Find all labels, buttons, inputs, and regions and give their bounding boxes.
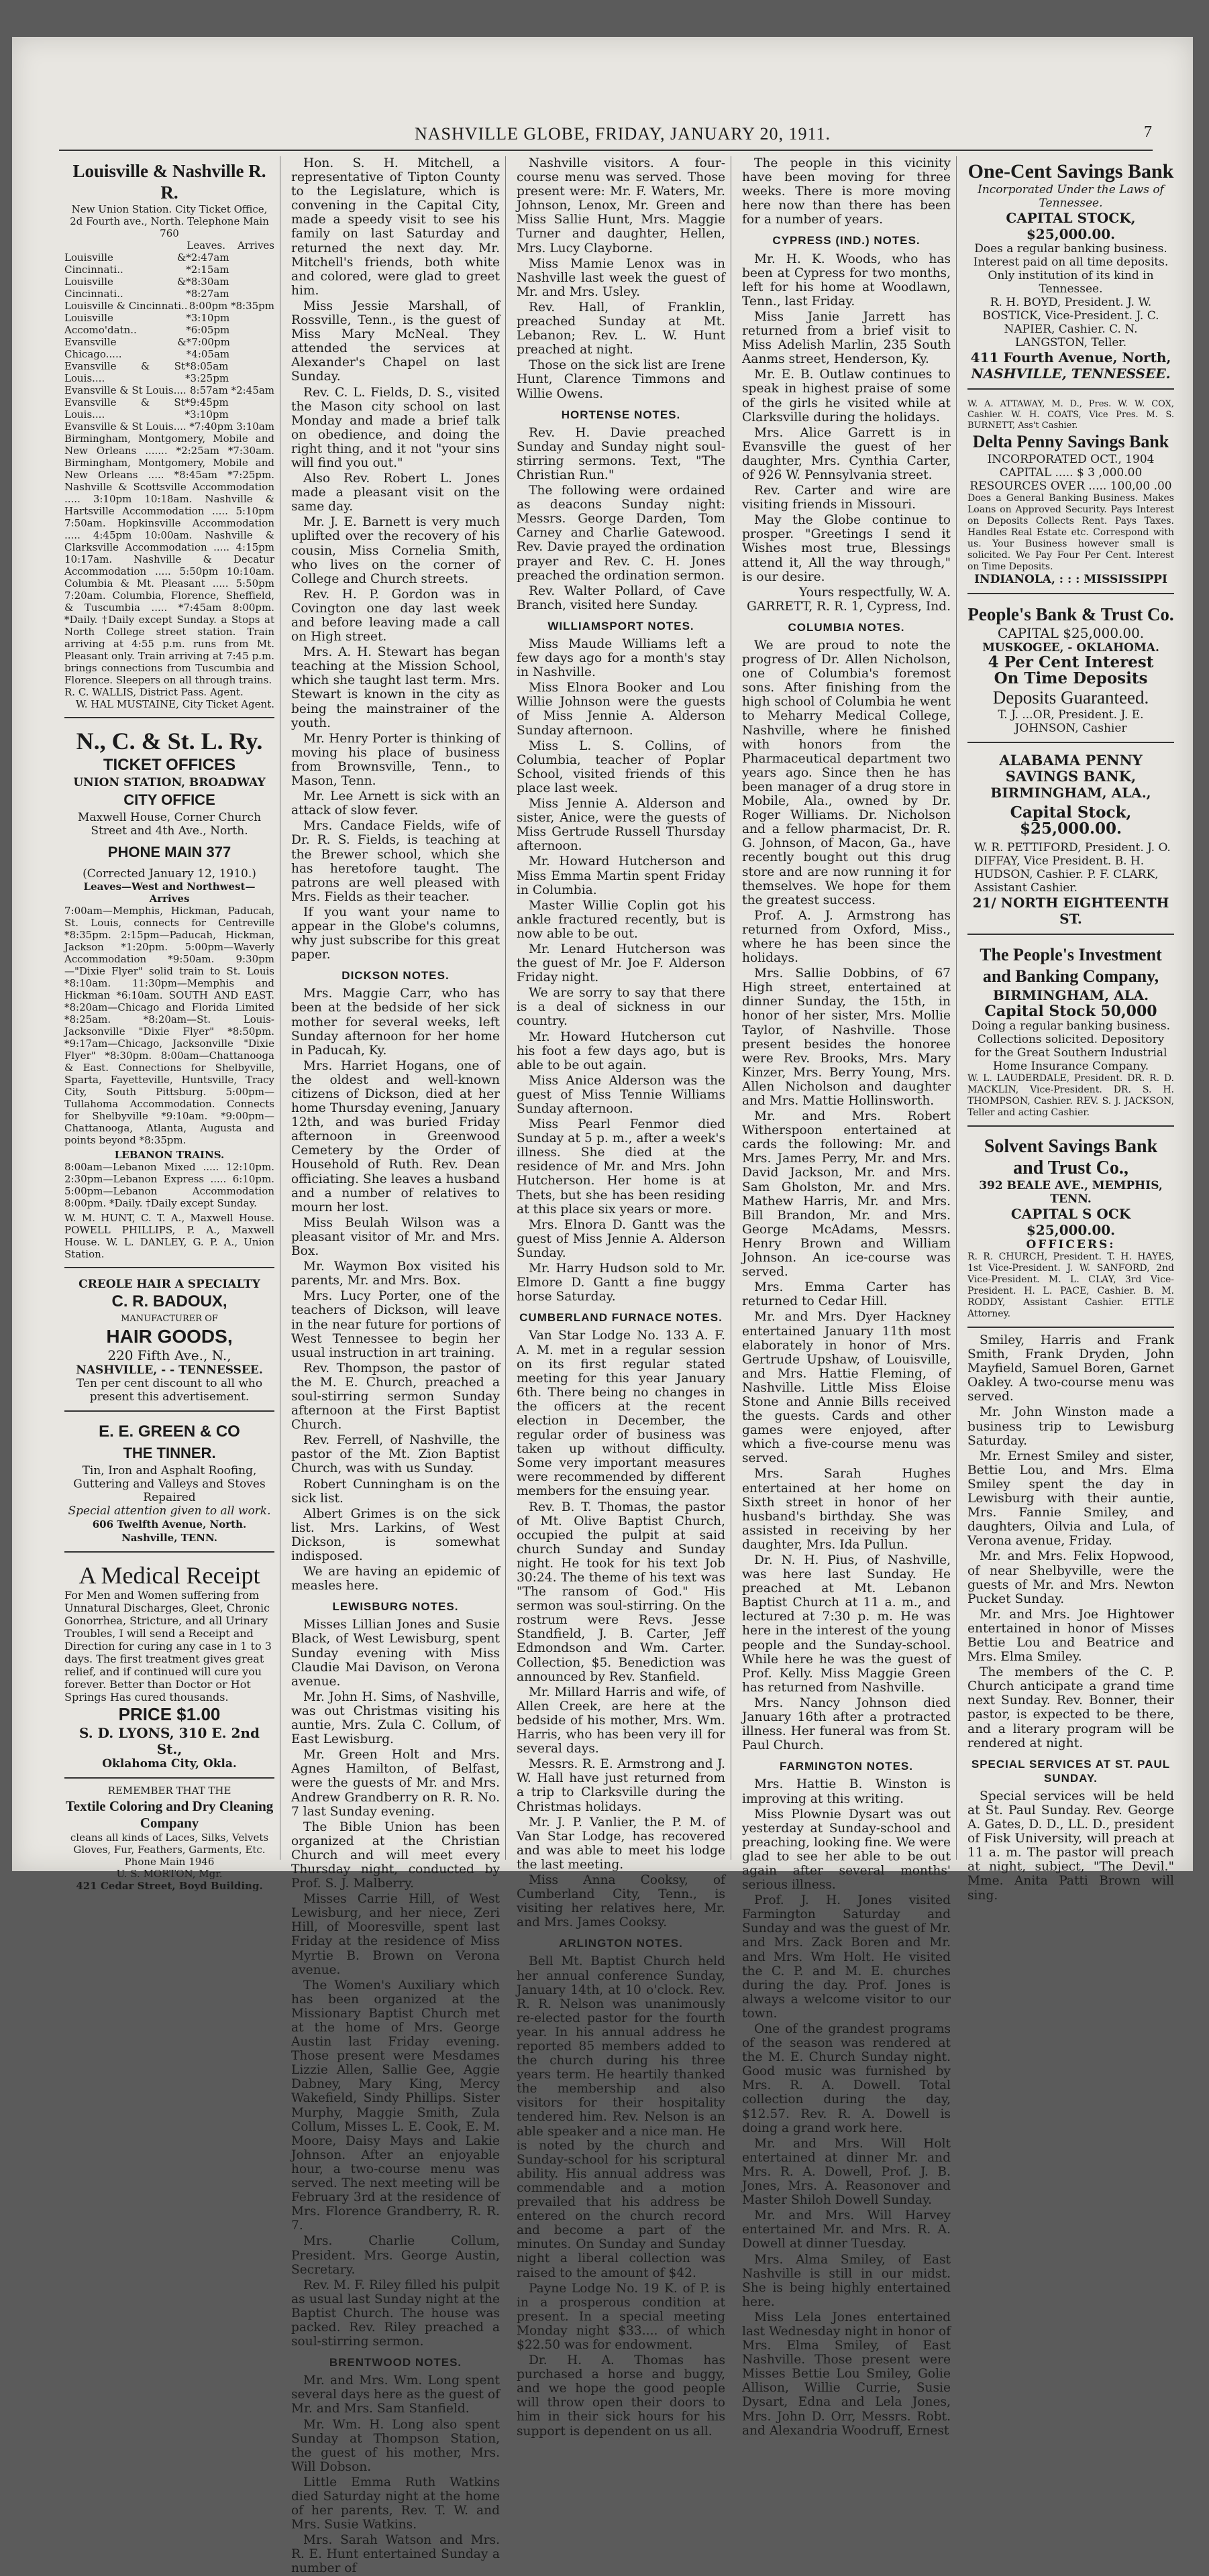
paragraph: Rev. M. F. Riley filled his pulpit as usual last Sunday night at the Baptist Church. The house was packed. Rev. Riley preached a soul-stirring sermon. xyxy=(291,2278,500,2349)
inv-line4: Doing a regular banking business. Collections solicited. Depository for the Great Southern Industrial Home Insurance Company. xyxy=(971,1019,1170,1073)
nc-agents: W. M. HUNT, C. T. A., Maxwell House. POWELL PHILLIPS, P. A., Maxwell House. W. L. DANLEY, G. P. A., Union Station. xyxy=(64,1212,274,1260)
arrives: *4:05am xyxy=(186,348,230,360)
paragraph: Dr. H. A. Thomas has purchased a horse and buggy, and we hope the good people will throw open their doors to him in their sick hours for his support is dependent on us all. xyxy=(517,2353,725,2439)
paragraph: Miss Jessie Marshall, of Rossville, Tenn., is the guest of Miss Mary McNeal. They attended the services at Alexander's Chapel on last Sunday. xyxy=(291,298,500,384)
paragraph: Rev. C. L. Fields, D. S., visited the Mason city school on last Monday and made a brief talk on obedience, and doing the right thing, and it not "your sins will find you out." xyxy=(291,385,500,470)
ln-railroad-ad xyxy=(64,156,274,718)
paragraph: Mr. Wm. H. Long also spent Sunday at Thompson Station, the guest of his mother, Mrs. Will Dobson. xyxy=(291,2417,500,2474)
ln-subtitle: New Union Station. City Ticket Office, 2d Fourth ave., North. Telephone Main 760 xyxy=(70,203,269,239)
section-heading: HORTENSE NOTES. xyxy=(561,408,681,421)
paragraph: Miss Plownie Dysart was out yesterday at Sunday-school and preaching, looking fine. We were glad to see her able to be out again after several months' serious illness. xyxy=(742,1807,951,1893)
peoples-line4: 4 Per Cent Interest xyxy=(988,653,1154,671)
paragraph: Mr. John H. Sims, of Nashville, was out Christmas visiting his auntie, Mrs. Zula C. Collum, of East Lewisburg. xyxy=(291,1689,500,1747)
creole-line5: 220 Fifth Ave., N., xyxy=(107,1347,231,1363)
nc-railway-ad xyxy=(64,724,274,1268)
paragraph: Smiley, Harris and Frank Smith, Frank Dryden, John Mayfield, Samuel Boren, Garnet Oakley. A two-course menu was served. xyxy=(967,1333,1174,1404)
paragraph: Mrs. Elnora D. Gantt was the guest of Miss Jennie A. Alderson Sunday. xyxy=(517,1217,725,1260)
paragraph: The Bible Union has been organized at the Christian Church and will meet every Thursday night, conducted by Prof. S. J. Malberry. xyxy=(291,1819,500,1891)
paragraph: Mrs. Sallie Dobbins, of 67 High street, entertained at dinner Sunday, the 15th, in honor of her sister, Mrs. Mollie Taylor, of Nashville. Those present besides the honoree were Rev. Brooks, Mrs. Mary Kinzer, Mrs. Berry Young, Mrs. Allen Nicholson and daughter and Mrs. Mattie Hollinsworth. xyxy=(742,966,951,1108)
paragraph: Mrs. Alice Garrett is in Evansville the guest of her daughter, Mrs. Cynthia Carter, of 926 W. Pennsylvania street. xyxy=(742,425,951,482)
paragraph: Mrs. Nancy Johnson died January 16th after a protracted illness. Her funeral was from St. Paul Church. xyxy=(742,1695,951,1753)
paragraph: We are proud to note the progress of Dr. Allen Nicholson, one of Columbia's foremost sons. After finishing from the high school of Columbia he went to Meharry Medical College, Nashville, where he finished with honors from the Pharmaceutical department two years ago. Since then he has been manager of a drug store in Mobile, Ala., owned by Dr. Roger Williams. Dr. Nicholson and a fellow pharmacist, Dr. R. G. Johnson, of Macon, Ga., have recently bought out this drug store and are now running it for themselves. We hope for them the greatest success. xyxy=(742,638,951,907)
paragraph: Mrs. Sarah Watson and Mrs. R. E. Hunt entertained Sunday a number of xyxy=(291,2533,500,2576)
tex-line6: 421 Cedar Street, Boyd Building. xyxy=(76,1880,263,1893)
paragraph: The members of the C. P. Church anticipate a grand time next Sunday. Rev. Bonner, their pastor, is expected to be there, and a literary program will be rendered at night. xyxy=(967,1665,1174,1750)
arrives: *8:35pm xyxy=(230,300,274,312)
paragraph: Mr. and Mrs. Joe Hightower entertained in honor of Misses Bettie Lou and Beatrice and Mrs. Elma Smiley. xyxy=(967,1607,1174,1665)
column-4 xyxy=(737,156,957,2438)
creole-line1: CREOLE HAIR A SPECIALTY xyxy=(78,1278,260,1291)
green-line4: Special attention given to all work. xyxy=(68,1504,271,1518)
route: Louisville & Cincinnati.. xyxy=(64,300,188,312)
solv-title: Solvent Savings Bank and Trust Co., xyxy=(984,1136,1158,1178)
route: Evansville & Chicago..... xyxy=(64,336,187,360)
paragraph: Mr. Ernest Smiley and sister, Bettie Lou, and Mrs. Elma Smiley spent the day in Lewisburg with their auntie, Mrs. Fannie Smiley, and daughters, Oilvia and Lula, of Verona avenue, Friday. xyxy=(967,1449,1174,1549)
paragraph: Miss L. S. Collins, of Columbia, teacher of Poplar School, visited friends of this place last week. xyxy=(517,738,725,795)
delta-line6: INDIANOLA, : : : MISSISSIPPI xyxy=(974,573,1167,586)
paragraph: Mr. Lenard Hutcherson was the guest of Mr. Joe F. Alderson Friday night. xyxy=(517,942,725,985)
tex-line1: REMEMBER THAT THE xyxy=(107,1785,231,1797)
inv-line2: BIRMINGHAM, ALA. xyxy=(992,987,1149,1003)
nc-title: N., C. & St. L. Ry. xyxy=(76,728,263,754)
alabama-bank-ad xyxy=(967,748,1174,935)
paragraph: Misses Carrie Hill, of West Lewisburg, and her niece, Zeri Hill, of Mooresville, spent last Friday at the residence of Miss Myrtie B. Brown on Verona avenue. xyxy=(291,1892,500,1977)
ln-agents-2 xyxy=(64,698,274,710)
creole-line7: Ten per cent discount to all who present this advertisement. xyxy=(76,1377,263,1404)
inv-line5: W. L. LAUDERDALE, President. DR. R. D. MACKLIN, Vice-President. DR. S. H. THOMPSON, Cashier. REV. S. J. JACKSON, Teller and acting Cashier. xyxy=(967,1073,1174,1118)
paragraph: Nashville visitors. A four-course menu was served. Those present were: Mr. F. Waters, Mr. Johnson, Lenox, Mr. Green and Miss Sallie Hunt, Mrs. Maggie Turner and daughter, Hellen, Mrs. Lucy Clayborne. xyxy=(517,156,725,256)
column-1 xyxy=(59,156,280,1893)
paragraph: Prof. A. J. Armstrong has returned from Oxford, Miss., where he has been since the holidays. xyxy=(742,908,951,966)
masthead-title: NASHVILLE GLOBE, FRIDAY, JANUARY 20, 1911. xyxy=(414,124,831,144)
table-row xyxy=(64,312,274,336)
paragraph: We are sorry to say that there is a deal of sickness in our country. xyxy=(517,986,725,1029)
delta-bank-ad xyxy=(967,395,1174,594)
inv-line3: Capital Stock 50,000 xyxy=(984,1003,1157,1020)
nc-lebanon: 8:00am—Lebanon Mixed ..... 12:10pm. 2:30pm—Lebanon Express ..... 6:10pm. 5:00pm—Lebanon Accommodation 8:00pm. *Daily. †Daily except Sunday. xyxy=(64,1161,274,1209)
paragraph: Mr. H. K. Woods, who has been at Cypress for two months, left for his home at Woodlawn, Tenn., last Friday. xyxy=(742,251,951,309)
paragraph: Mr. J. E. Barnett is very much uplifted over the recovery of his cousin, Miss Cornelia Smith, who lives on the corner of College and Church streets. xyxy=(291,515,500,586)
paragraph: Rev. B. T. Thomas, the pastor of Mt. Olive Baptist Church, occupied the pulpit at said church Sunday and Sunday night. He took for his text Job 30:24. The theme of his text was "The ransom of God." His sermon was soul-stirring. On the rostrum were Revs. Jesse Standfield, J. B. Carter, Jeff Edmondson and Wm. Carter. Collection, $5. Benediction was announced by Rev. Stanfield. xyxy=(517,1500,725,1684)
peoples-line6: Deposits Guaranteed. xyxy=(992,687,1149,708)
columns xyxy=(59,156,1179,2576)
tex-line2: Textile Coloring and Dry Cleaning Company xyxy=(65,1798,274,1832)
masthead xyxy=(93,121,1153,148)
paragraph: Robert Cunningham is on the sick list. xyxy=(291,1477,500,1506)
paragraph: Dr. N. H. Pius, of Nashville, was here last Sunday. He preached at Mt. Lebanon Baptist Church at 11 a. m., and lectured at 7:30 p. m. He was here in the interest of the young people and the Sunday-school. While here he was the guest of Prof. Kelly. Miss Maggie Green has returned from Nashville. xyxy=(742,1553,951,1695)
paragraph: Mr. Henry Porter is thinking of moving his place of business from Brownsville, Tenn., to Mason, Tenn. xyxy=(291,731,500,789)
paragraph: Prof. J. H. Jones visited Farmington Saturday and Sunday and was the guest of Mr. and Mrs. Zack Boren and Mr. and Mrs. Wm Holt. He visited the C. P. and M. E. churches during the day. Prof. Jones is always a welcome visitor to our town. xyxy=(742,1893,951,2021)
paragraph: Messrs. R. E. Armstrong and J. W. Hall have just returned from a trip to Clarksville during the Christmas holidays. xyxy=(517,1757,725,1814)
leaves: *2:47am xyxy=(186,251,229,264)
paragraph: Mr. and Mrs. Robert Witherspoon entertained at cards the following: Mr. and Mrs. James Perry, Mr. and Mrs. David Jackson, Mr. and Mrs. Sam Gholston, Mr. and Mrs. Mathew Harris, Mr. and Mrs. Bill Brandon, Mr. and Mrs. George McAdams, Messrs. Henry Brown and William Johnson. An ice-course was served. xyxy=(742,1109,951,1280)
ln-agent: R. C. WALLIS, District Pass. Agent. xyxy=(64,686,244,698)
paragraph: Mr. and Mrs. Wm. Long spent several days here as the guest of Mr. and Mrs. Sam Stanfield. xyxy=(291,2373,500,2416)
alabama-line4: W. R. PETTIFORD, President. J. O. DIFFAY, Vice President. B. H. HUDSON, Cashier. P. F. CLARK, Assistant Cashier. xyxy=(974,841,1171,895)
masthead-rule xyxy=(59,150,1153,151)
leaves: *7:00pm xyxy=(186,336,230,348)
solv-line3: CAPITAL S OCK $25,000.00. xyxy=(1010,1206,1131,1238)
paragraph: Mr. Howard Hutcherson cut his foot a few days ago, but is able to be out again. xyxy=(517,1029,725,1072)
ln-header xyxy=(64,239,274,251)
delta-line5: Does a General Banking Business. Makes Loans on Approved Security. Pays Interest on Deposits Collects Rent. Pays Taxes. Handles Real Estate etc. Correspond with us. Your Business however small is solicited. We Pay Four Per Cent. Interest on Time Deposits. xyxy=(967,493,1174,572)
ln-header-arrives: Arrives xyxy=(237,239,274,251)
column-5 xyxy=(962,156,1179,1903)
paragraph: Miss Elnora Booker and Lou Willie Johnson were the guests of Miss Jennie A. Alderson Sunday afternoon. xyxy=(517,681,725,738)
one-cent-line2: Incorporated Under the Laws of Tennessee. xyxy=(978,183,1164,210)
nc-phone: PHONE MAIN 377 xyxy=(107,844,231,860)
paragraph: Mr. Green Holt and Mrs. Agnes Hamilton, of Belfast, were the guests of Mr. and Mrs. Andrew Grandberry on R. R. No. 7 last Sunday evening. xyxy=(291,1748,500,1819)
paragraph: Rev. Carter and wire are visiting friends in Missouri. xyxy=(742,484,951,512)
route: Louisville & Cincinnati.. xyxy=(64,251,187,276)
alabama-line5: 21/ NORTH EIGHTEENTH ST. xyxy=(972,895,1169,927)
peoples-title: People's Bank & Trust Co. xyxy=(967,604,1174,624)
column-2 xyxy=(286,156,506,2576)
leaves: *7:40pm xyxy=(189,421,233,433)
paragraph: Mr. Millard Harris and wife, of Allen Creek, are here at the bedside of his mother, Mrs. Wm. Harris, who has been very ill for several days. xyxy=(517,1685,725,1756)
ln-agents xyxy=(64,686,274,698)
section-heading: CYPRESS (IND.) NOTES. xyxy=(772,234,921,247)
paragraph: Mr. Waymon Box visited his parents, Mr. and Mrs. Box. xyxy=(291,1259,500,1288)
paragraph: Mrs. A. H. Stewart has began teaching at the Mission School, which she taught last term. Mrs. Stewart is known in the city as being the mainstrainer of the youth. xyxy=(291,645,500,730)
paragraph: Mrs. Hattie B. Winston is improving at this writing. xyxy=(742,1777,951,1806)
paragraph: The Women's Auxiliary which has been organized at the Missionary Baptist Church met at the home of Mrs. George Austin last Friday evening. Those present were Mesdames Lizzie Allen, Sallie Gee, Aggie Dabney, Mary King, Mercy Wakefield, Sindy Phillips. Sister Murphy, Maggie Smith, Zula Collum, Misses L. E. Cook, E. M. Moore, Daisy Mays and Lakie Johnson. After an enjoyable hour, a two-course menu was served. The next meeting will be February 3rd at the residence of Mrs. Florence Grandberry, R. R. 7. xyxy=(291,1978,500,2233)
ln-table xyxy=(64,251,274,433)
medical-receipt-ad xyxy=(64,1558,274,1779)
table-row xyxy=(64,384,274,396)
paragraph: Also Rev. Robert L. Jones made a pleasant visit on the same day. xyxy=(291,471,500,514)
green-line1: E. E. GREEN & CO xyxy=(99,1422,240,1441)
peoples-line7: T. J. ...OR, President. J. E. JOHNSON, Cashier xyxy=(998,708,1144,735)
med-price: PRICE $1.00 xyxy=(118,1704,221,1724)
paragraph: Payne Lodge No. 19 K. of P. is in a prosperous condition at present. In a special meeting Monday night $33.... of which $22.50 was for endowment. xyxy=(517,2281,725,2352)
paragraph: Mrs. Maggie Carr, who has been at the bedside of her sick mother for several weeks, left Sunday afternoon for her home in Paducah, Ky. xyxy=(291,987,500,1058)
arrives: *2:45am xyxy=(231,384,274,396)
paragraph: Rev. Ferrell, of Nashville, the pastor of the Mt. Zion Baptist Church, was with us Sunday. xyxy=(291,1433,500,1476)
paragraph: Rev. H. Davie preached Sunday and Sunday night soul-stirring sermons. Text, "The Christian Run." xyxy=(517,425,725,482)
leaves: 8:00pm xyxy=(189,300,228,312)
table-row xyxy=(64,300,274,312)
peoples-line5: On Time Deposits xyxy=(994,669,1148,687)
paragraph: The following were ordained as deacons Sunday night: Messrs. George Darden, Tom Carney and Charlie Gatewood. Rev. Davie prayed the ordination prayer and Rev. C. H. Jones preached the ordination sermon. xyxy=(517,484,725,583)
creole-line4: HAIR GOODS, xyxy=(106,1326,233,1347)
investment-bank-ad xyxy=(967,940,1174,1127)
nc-corrected: (Corrected January 12, 1910.) xyxy=(83,867,256,881)
leaves: 8:57am xyxy=(190,384,228,396)
leaves: *8:05am xyxy=(185,360,229,372)
paragraph: Miss Mamie Lenox was in Nashville last week the guest of Mr. and Mrs. Usley. xyxy=(517,256,725,299)
med-title: A Medical Receipt xyxy=(78,1562,260,1589)
nc-city: CITY OFFICE xyxy=(123,791,215,808)
paragraph: Rev. Thompson, the pastor of the M. E. Church, preached a soul-stirring sermon Sunday afternoon at the First Baptist Church. xyxy=(291,1361,500,1433)
ln-title: Louisville & Nashville R. R. xyxy=(72,161,266,203)
paragraph: Mr. John Winston made a business trip to Lewisburg Saturday. xyxy=(967,1405,1174,1448)
newspaper-page xyxy=(12,37,1193,2576)
nc-header: Leaves—West and Northwest—Arrives xyxy=(83,881,256,905)
paragraph: Hon. S. H. Mitchell, a representative of Tipton County to the Legislature, which is convening in the Capital City, made a speedy visit to see his family on last Saturday and returned the next day. Mr. Mitchell's friends, both white and colored, were glad to greet him. xyxy=(291,156,500,298)
paragraph: Miss Maude Williams left a few days ago for a month's stay in Nashville. xyxy=(517,637,725,680)
delta-line3: CAPITAL ..... $ 3 ,000.00 xyxy=(999,466,1143,480)
paragraph: Mrs. Lucy Porter, one of the teachers of Dickson, will leave in the near future for portions of West Tennessee to begin her usual instruction in art training. xyxy=(291,1289,500,1360)
textile-ad xyxy=(64,1784,274,1892)
peoples-bank-ad xyxy=(967,600,1174,743)
route: Evansville & St Louis.... xyxy=(64,384,187,396)
solvent-bank-ad xyxy=(967,1132,1174,1328)
route: Evansville & St Louis.... xyxy=(64,421,187,433)
section-heading: SPECIAL SERVICES AT ST. PAUL SUNDAY. xyxy=(971,1757,1171,1785)
peoples-line2: CAPITAL $25,000.00. xyxy=(997,625,1145,641)
solv-line2: 392 BEALE AVE., MEMPHIS, TENN. xyxy=(979,1179,1163,1206)
alabama-line2: BIRMINGHAM, ALA., xyxy=(990,785,1151,801)
arrives: *8:27am xyxy=(186,288,229,300)
paragraph: Miss Anice Alderson was the guest of Miss Tennie Williams Sunday afternoon. xyxy=(517,1073,725,1116)
creole-line3: MANUFACTURER OF xyxy=(121,1314,218,1324)
one-cent-line6: 411 Fourth Avenue, North, xyxy=(970,349,1171,366)
one-cent-bank-ad xyxy=(967,156,1174,390)
paragraph: Mrs. Charlie Collum, President. Mrs. George Austin, Secretary. xyxy=(291,2234,500,2277)
one-cent-line3: CAPITAL STOCK, $25,000.00. xyxy=(1006,210,1136,242)
paragraph: Miss Anna Cooksy, of Cumberland City, Tenn., is visiting her relatives here, Mr. and Mrs. James Cooksy. xyxy=(517,1872,725,1930)
paragraph: Misses Lillian Jones and Susie Black, of West Lewisburg, spent Sunday evening with Miss Claudie Mai Davison, on Verona avenue. xyxy=(291,1618,500,1689)
paragraph: If you want your name to appear in the Globe's columns, why just subscribe for this great paper. xyxy=(291,905,500,962)
paragraph: Master Willie Coplin got his ankle fractured recently, but is now able to be out. xyxy=(517,898,725,941)
paragraph: Miss Lela Jones entertained last Wednesday night in honor of Mrs. Elma Smiley, of East Nashville. Those present were Misses Bettie Lou Smiley, Golie Allison, Willie Currie, Susie Dysart, Edna and Lela Jones, Mrs. John D. Orr, Messrs. Robt. and Alexandria Woodruff, Ernest xyxy=(742,2310,951,2438)
tex-line5: U. S. MORTON, Mgr. xyxy=(116,1868,223,1881)
paragraph: Mr. Harry Hudson sold to Mr. Elmore D. Gantt a fine buggy horse Saturday. xyxy=(517,1262,725,1304)
nc-union: UNION STATION, BROADWAY xyxy=(73,776,266,789)
route: Evansville & St Louis.... xyxy=(64,396,185,421)
med-body: For Men and Women suffering from Unnatural Discharges, Gleet, Chronic Gonorrhea, Stricture, and all Urinary Troubles, I will send a Receipt and Direction for curing any case in 1 to 3 days. The first treatment gives great relief, and if continued will cure you forever. Better than Doctor or Hot Springs Has cured thousands. xyxy=(64,1589,272,1703)
arrives: *3:25pm xyxy=(185,372,229,384)
paragraph: Albert Grimes is on the sick list. Mrs. Larkins, of West Dickson, is somewhat indisposed. xyxy=(291,1506,500,1563)
tex-line3: cleans all kinds of Laces, Silks, Velvets Gloves, Fur, Feathers, Garments, Etc. xyxy=(70,1832,269,1856)
section-heading: COLUMBIA NOTES. xyxy=(788,620,905,634)
paragraph: Special services will be held at St. Paul Sunday. Rev. George A. Gates, D. D., LL. D., president of Fisk University, will preach at 11 a. m. The pastor will preach at night, subject, "The Devil." Mme. Anita Patti Brown will sing. xyxy=(967,1789,1174,1903)
paragraph: The people in this vicinity have been moving for three weeks. There is more moving here now than there has been for a number of years. xyxy=(742,156,951,227)
inv-title: The People's Investment and Banking Company, xyxy=(980,945,1162,986)
leaves: *3:10pm xyxy=(186,312,230,324)
paragraph: Rev. H. P. Gordon was in Covington one day last week and before leaving made a call on High street. xyxy=(291,587,500,645)
paragraph: Van Star Lodge No. 133 A. F. A. M. met in a regular session on its first regular stated meeting for this year January 6th. There being no changes in the officers at the recent election in December, the regular order of business was taken up without difficulty. Some very important measures were recommended by different members for the ensuing year. xyxy=(517,1329,725,1499)
nc-schedule: 7:00am—Memphis, Hickman, Paducah, St. Louis, connects for Centreville *8:35pm. 2:15pm—Paducah, Hickman, Jackson *1:20pm. 5:00pm—Waverly Accommodation *9:50am. 9:30pm—"Dixie Flyer" solid train to St. Louis *8:10am. 11:30pm—Memphis and Hickman *6:10am. SOUTH AND EAST. *8:20am—Chicago and Florida Limited *8:25am. *8:20am—St. Louis-Jacksonville "Dixie Flyer" *8:50pm. *9:17am—Chicago, Jacksonville "Dixie Flyer" *8:30pm. 8:00am—Chattanooga & East. Connections for Shelbyville, Sparta, Fayetteville, Huntsville, Tracy City, South Pittsburg. 5:00pm—Tullahoma Accommodation. Connects for Shelbyville *9:10am. *9:00pm—Chattanooga, Atlanta, Augusta and points beyond *8:35pm. xyxy=(64,905,274,1146)
route: Louisville & Cincinnati.. xyxy=(64,276,187,300)
green-line3: Tin, Iron and Asphalt Roofing, Guttering and Valleys and Stoves Repaired xyxy=(73,1464,266,1504)
paragraph: Miss Jennie A. Alderson and sister, Anice, were the guests of Miss Gertrude Russell Thursday afternoon. xyxy=(517,797,725,854)
page-number: 7 xyxy=(1144,123,1153,141)
paragraph: Miss Janie Jarrett has returned from a brief visit to Miss Adelish Marlin, 235 South Aanms street, Henderson, Ky. xyxy=(742,309,951,367)
one-cent-line4: Does a regular banking business. Interest paid on all time deposits. Only institution of its kind in Tennessee. xyxy=(973,242,1169,296)
arrives: *6:05pm xyxy=(186,324,230,336)
table-row xyxy=(64,396,274,421)
nc-address: Maxwell House, Corner Church Street and 4th Ave., North. xyxy=(77,811,262,838)
alabama-title: ALABAMA PENNY SAVINGS BANK, xyxy=(999,752,1143,785)
paragraph: Mrs. Candace Fields, wife of Dr. R. S. Fields, is teaching at the Brewer school, which she has heretofore taught. The patrons are well pleased with Mrs. Fields as their teacher. xyxy=(291,819,500,904)
one-cent-title: One-Cent Savings Bank xyxy=(967,160,1174,182)
ln-agent: W. HAL MUSTAINE, City Ticket Agent. xyxy=(75,698,274,710)
med-name: S. D. LYONS, 310 E. 2nd St., xyxy=(79,1725,260,1757)
table-row xyxy=(64,251,274,276)
green-tinner-ad xyxy=(64,1417,274,1553)
table-row xyxy=(64,276,274,300)
solv-line5: R. R. CHURCH, President. T. H. HAYES, 1st Vice-President. J. W. SANFORD, 2nd Vice-President. M. L. CLAY, 3rd Vice-President. H. L. PACE, Cashier. B. M. RODDY, Assistant Cashier. ETTLE Attorney. xyxy=(967,1251,1174,1319)
section-heading: FARMINGTON NOTES. xyxy=(780,1760,913,1773)
creole-line6: NASHVILLE, - - TENNESSEE. xyxy=(76,1363,263,1377)
green-line2: THE TINNER. xyxy=(123,1445,216,1461)
paragraph: Mr. Howard Hutcherson and Miss Emma Martin spent Friday in Columbia. xyxy=(517,854,725,897)
paragraph: Mr. and Mrs. Felix Hopwood, of near Shelbyville, were the guests of Mr. and Mrs. Newton Pucket Sunday. xyxy=(967,1549,1174,1606)
nc-ticket: TICKET OFFICES xyxy=(103,756,236,774)
paragraph: Mrs. Harriet Hogans, one of the oldest and well-known citizens of Dickson, died at her home Thursday evening, January 12th, and was buried Friday afternoon in Greenwood Cemetery by the Order of Household of Ruth. Rev. Dean officiating. She leaves a husband and a number of relatives to mourn her lost. xyxy=(291,1058,501,1215)
section-heading: DICKSON NOTES. xyxy=(341,969,450,983)
delta-title: Delta Penny Savings Bank xyxy=(972,432,1169,451)
nc-lebanon-header: LEBANON TRAINS. xyxy=(114,1149,225,1161)
paragraph: We are having an epidemic of measles here. xyxy=(291,1565,500,1593)
delta-line2: INCORPORATED OCT., 1904 xyxy=(987,453,1155,466)
paragraph: Mr. and Mrs. Dyer Hackney entertained January 11th most elaborately in honor of Mrs. Gertrude Upshaw, of Louisville, and Mrs. Hattie Fleming, of Nashville. Little Miss Eloise Stone and Annie Bills received the guests. Cards and other games were enjoyed, after which a five-course menu was served. xyxy=(742,1310,951,1466)
paragraph: One of the grandest programs of the season was rendered at the M. E. Church Sunday night. Good music was furnished by Mrs. R. A. Dowell. Total collection during the day, $12.57. Rev. R. A. Dowell is doing a grand work here. xyxy=(742,2022,951,2135)
one-cent-line5: R. H. BOYD, President. J. W. BOSTICK, Vice-President. J. C. NAPIER, Cashier. C. N. LANGSTON, Teller. xyxy=(982,296,1159,349)
one-cent-line7: NASHVILLE, TENNESSEE. xyxy=(971,366,1171,382)
leaves: *9:45pm xyxy=(185,396,229,408)
table-row xyxy=(64,360,274,384)
section-heading: WILLIAMSPORT NOTES. xyxy=(547,619,694,632)
section-heading: ARLINGTON NOTES. xyxy=(559,1937,683,1950)
arrives: *3:10pm xyxy=(185,408,229,421)
arrives: 3:10am xyxy=(236,421,274,433)
column-3 xyxy=(511,156,731,2439)
paragraph: Little Emma Ruth Watkins died Saturday night at the home of her parents, Rev. T. W. and Mrs. Susie Watkins. xyxy=(291,2475,500,2532)
delta-line4: RESOURCES OVER ..... 100,00 .00 xyxy=(969,480,1172,493)
delta-officers: W. A. ATTAWAY, M. D., Pres. W. W. COX, Cashier. W. H. COATS, Vice Pres. M. S. BURNETT, Ass't Cashier. xyxy=(967,399,1174,431)
paragraph: Mr. Lee Arnett is sick with an attack of slow fever. xyxy=(291,789,500,818)
paragraph: Rev. Hall, of Franklin, preached Sunday at Mt. Lebanon; Rev. L. W. Hunt preached at night. xyxy=(517,300,725,357)
green-line5: 606 Twelfth Avenue, North. Nashville, TENN. xyxy=(92,1518,247,1544)
paragraph: Rev. Walter Pollard, of Cave Branch, visited here Sunday. xyxy=(517,583,725,612)
solv-line4: OFFICERS: xyxy=(1026,1238,1116,1251)
creole-line2: C. R. BADOUX, xyxy=(111,1292,227,1310)
paragraph: Bell Mt. Baptist Church held her annual conference Sunday, January 14th, at 10 o'clock. Rev. R. R. Nelson was unanimously re-elected pastor for the fourth year. In his annual address he reported 85 members added to the church during his three years term. He heartily thanked the membership and also visitors for their hospitality tendered him. Rev. Nelson is an able speaker and a nice man. He is noted by the church and Sunday-school for his scriptural ability. His annual address was commendable and a motion prevailed that his address be entered on the church record and become a part of the minutes. On Sunday and Sunday night a liberal collection was raised to the amount of $42. xyxy=(517,1954,725,2280)
paragraph: Mr. and Mrs. Will Harvey entertained Mr. and Mrs. R. A. Dowell at dinner Tuesday. xyxy=(742,2208,951,2251)
peoples-line3: MUSKOGEE, - OKLAHOMA. xyxy=(982,641,1159,655)
paragraph: Miss Beulah Wilson was a pleasant visitor of Mr. and Mrs. Box. xyxy=(291,1215,500,1259)
ln-header-leaves: Leaves. xyxy=(187,239,225,251)
ln-notes: Birmingham, Montgomery, Mobile and New Orleans ....... *2:25am *7:30am. Birmingham, Montgomery, Mobile and New Orleans ..... *8:45am *7:25pm. Nashville & Scottsville Accommodation ..... 3:10pm 10:18am. Nashville & Hartsville Accommodation ..... 5:10pm 7:50am. Hopkinsville Accommodation ..... 4:45pm 10:00am. Nashville & Clarksville Accommodation ..... 4:15pm 10:17am. Nashville & Decatur Accommodation ..... 5:50pm 10:10am. Columbia & Mt. Pleasant ..... 5:50pm 7:20am. Columbia, Florence, Sheffield, & Tuscumbia ..... *7:45am 8:00pm. *Daily. †Daily except Sunday. a Stops at North College street station. Train arriving at 4:55 p.m. runs from Mt. Pleasant only. Train arriving at 7:45 p.m. brings connections from Tuscumbia and Florence. Sleepers on all through trains. xyxy=(64,433,274,686)
table-row xyxy=(64,336,274,360)
paragraph: Miss Pearl Fenmor died Sunday at 5 p. m., after a week's illness. She died at the residence of Mr. and Mrs. John Hutcherson. Her home is at Thets, but she has been residing at this place six years or more. xyxy=(517,1117,725,1217)
section-heading: BRENTWOOD NOTES. xyxy=(329,2356,462,2369)
section-heading: CUMBERLAND FURNACE NOTES. xyxy=(519,1311,723,1325)
section-heading: LEWISBURG NOTES. xyxy=(332,1600,459,1614)
paragraph: Yours respectfully, W. A. GARRETT, R. R. 1, Cypress, Ind. xyxy=(747,585,951,614)
paragraph: May the Globe continue to prosper. "Greetings I send it Wishes most true, Blessings attend it, All the way through," is our desire. xyxy=(742,513,951,584)
paragraph: Mrs. Alma Smiley, of East Nashville is still in our midst. She is being highly entertained here. xyxy=(742,2252,951,2309)
paragraph: Mr. E. B. Outlaw continues to speak in highest praise of some of the girls he visited while at Clarksville during the holidays. xyxy=(742,368,951,425)
route: Evansville & St Louis.... xyxy=(64,360,186,384)
paragraph: Mrs. Emma Carter has returned to Cedar Hill. xyxy=(742,1280,951,1309)
paragraph: Mr. and Mrs. Will Holt entertained at dinner Mr. and Mrs. R. A. Dowell, Prof. J. B. Jones, Mrs. A. Reasonover and Master Shiloh Dowell Sunday. xyxy=(742,2136,951,2208)
leaves: *8:30am xyxy=(186,276,229,288)
paragraph: Those on the sick list are Irene Hunt, Clarence Timmons and Willie Owens. xyxy=(517,358,725,401)
med-city: Oklahoma City, Okla. xyxy=(102,1757,237,1771)
paragraph: Mr. J. P. Vanlier, the P. M. of Van Star Lodge, has recovered and was able to meet his lodge the last meeting. xyxy=(517,1815,725,1872)
alabama-line3: Capital Stock, $25,000.00. xyxy=(1010,803,1132,838)
route: Louisville Accomo'datn.. xyxy=(64,312,137,336)
table-row xyxy=(64,421,274,433)
creole-hair-ad xyxy=(64,1274,274,1412)
paragraph: Mrs. Sarah Hughes entertained at her home on Sixth street in honor of her husband's birthday. She was assisted in receiving by her daughter, Mrs. Ida Pullun. xyxy=(742,1467,951,1552)
tex-line4: Phone Main 1946 xyxy=(124,1856,215,1868)
arrives: *2:15am xyxy=(186,264,229,276)
